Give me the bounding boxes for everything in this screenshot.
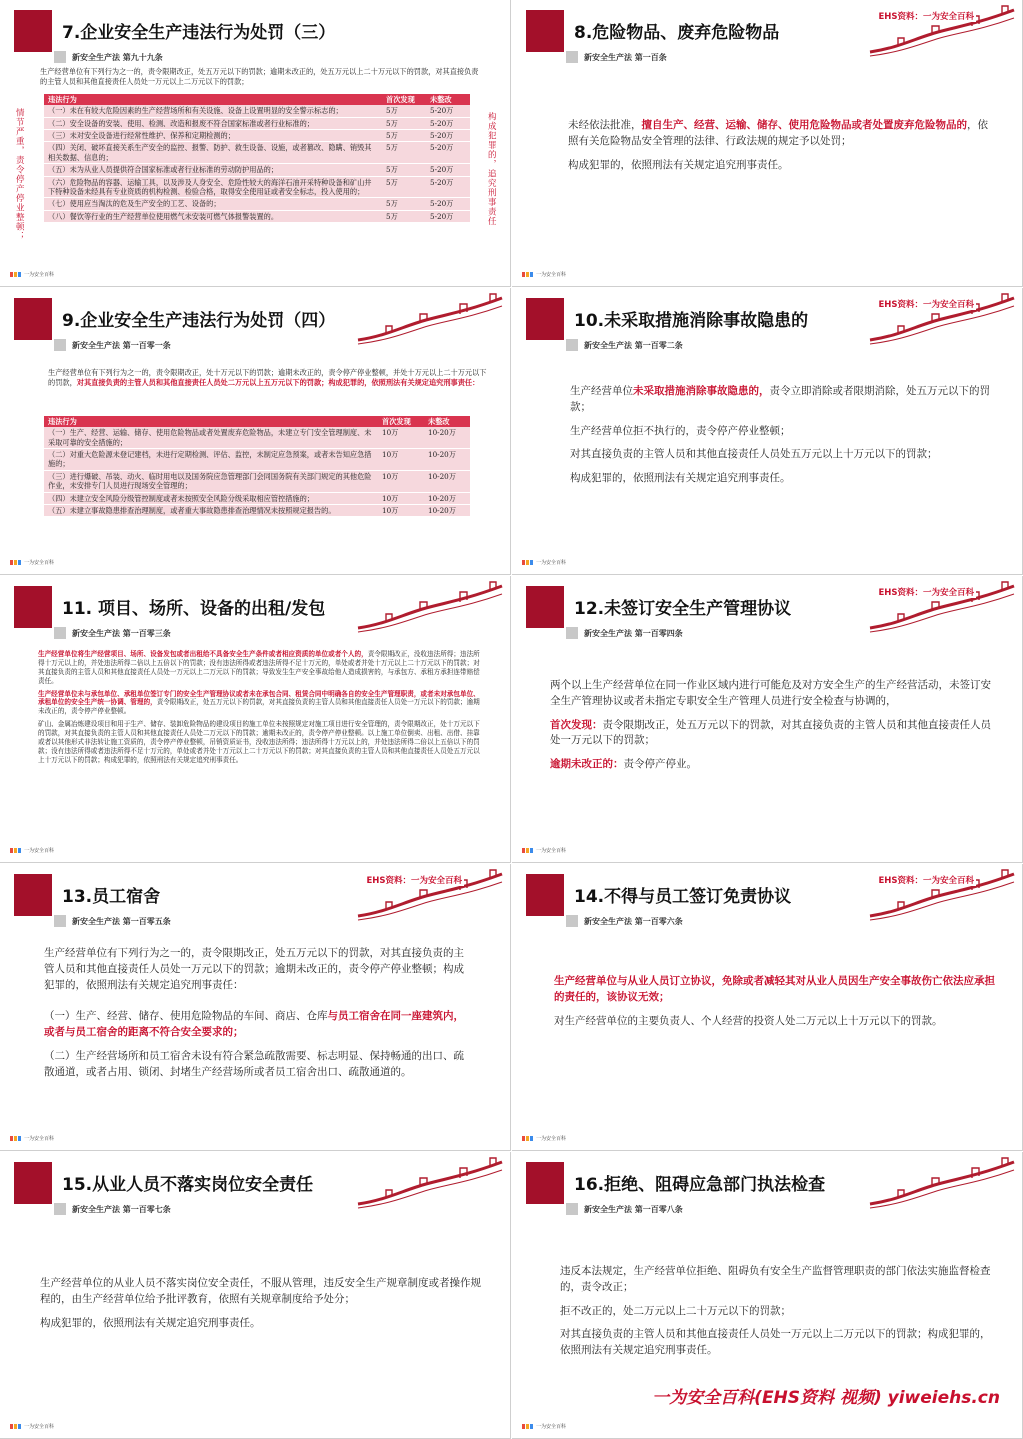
ehs-tag: EHS资料：一为安全百科 xyxy=(878,588,974,598)
table-row xyxy=(44,449,470,471)
title-marker xyxy=(526,298,564,340)
slide-11 xyxy=(0,576,511,863)
table-cell: 10-20万 xyxy=(424,449,470,471)
logo-icon xyxy=(522,560,533,565)
logo-icon xyxy=(522,848,533,853)
slide-title: 8.危险物品、废弃危险物品 xyxy=(574,23,780,43)
penalty-table xyxy=(44,416,470,517)
table-cell: 10万 xyxy=(378,504,424,516)
great-wall-icon xyxy=(356,1154,506,1210)
footer-logo xyxy=(522,1423,566,1430)
text-run: 未经依法批准， xyxy=(568,119,642,131)
table-row xyxy=(44,142,470,164)
title-marker xyxy=(14,298,52,340)
footer-logo xyxy=(10,1423,54,1430)
slide-title: 12.未签订安全生产管理协议 xyxy=(574,599,792,619)
slide-title: 16.拒绝、阻碍应急部门执法检查 xyxy=(574,1175,826,1195)
table-cell: （五）未为从业人员提供符合国家标准或者行业标准的劳动防护用品的； xyxy=(44,164,382,176)
square-icon xyxy=(566,1203,578,1215)
highlight-text: 逾期未改正的： xyxy=(550,758,624,770)
logo-icon xyxy=(10,1136,21,1141)
slide-subtitle xyxy=(566,50,667,64)
slide-subtitle xyxy=(566,626,683,640)
paragraph: 拒不改正的，处二万元以上二十万元以下的罚款； xyxy=(560,1304,791,1317)
slide-title: 11. 项目、场所、设备的出租/发包 xyxy=(62,599,326,619)
slide-16 xyxy=(512,1152,1023,1439)
table-header: 违法行为 xyxy=(44,94,382,105)
logo-icon xyxy=(10,848,21,853)
footer-logo xyxy=(522,271,566,278)
highlight-text: 未采取措施消除事故隐患的， xyxy=(633,385,770,397)
table-cell: （四）关闭、破坏直接关系生产安全的监控、报警、防护、救生设备、设施，或者篡改、隐瞒、销毁其相关数据、信息的； xyxy=(44,142,382,164)
paragraph: 矿山、金属冶炼建设项目和用于生产、储存、装卸危险物品的建设项目的施工单位未按照规定对施工项目进行安全管理的，责令限期改正，处十万元以下的罚款，对其直接负责的主管人员和其他直接责任人员处二万元以下的罚款；逾期未改正的，责令停产停业整顿。以上施工单位倒卖、出租、出借、挂靠或者以其他形式非法转让施工资质的，责令停产停业整顿，吊销资质证书，没收违法所得；违法所得十万元以上的，并处违法所得二倍以上五倍以下的罚款；没有违法所得或者违法所得不足十万元的，单处或者并处十万元以上二十万元以下的罚款；对其直接负责的主管人员和其他直接责任人员处五万元以上十万元以下的罚款；构成犯罪的，依照刑法有关规定追究刑事责任。 xyxy=(38,720,480,764)
slide-12 xyxy=(512,576,1023,863)
paragraph: （二）生产经营场所和员工宿舍未设有符合紧急疏散需要、标志明显、保持畅通的出口、疏散通道，或者占用、锁闭、封堵生产经营场所或者员工宿舍出口、疏散通道的。 xyxy=(44,1049,464,1078)
slide-title: 14.不得与员工签订免责协议 xyxy=(574,887,792,907)
slide-title: 9.企业安全生产违法行为处罚（四） xyxy=(62,311,336,331)
table-cell: 10-20万 xyxy=(424,504,470,516)
ehs-tag: EHS资料：一为安全百科 xyxy=(366,876,462,886)
slide-subtitle xyxy=(566,338,683,352)
paragraph: 生产经营单位有下列行为之一的，责令限期改正，处五万元以下的罚款，对其直接负责的主管人员和其他直接责任人员处一万元以下的罚款；逾期未改正的，责令停产停业整顿；构成犯罪的，依照刑法有关规定追究刑事责任： xyxy=(44,947,464,991)
square-icon xyxy=(566,339,578,351)
table-cell: 5万 xyxy=(382,198,426,210)
slide-9 xyxy=(0,288,511,575)
footer-logo xyxy=(10,559,54,566)
table-header: 未整改 xyxy=(426,94,470,105)
paragraph xyxy=(568,118,998,150)
slide-10 xyxy=(512,288,1023,575)
table-header: 未整改 xyxy=(424,416,470,427)
ehs-tag: EHS资料：一为安全百科 xyxy=(878,300,974,310)
table-cell: （一）生产、经营、运输、储存、使用危险物品或者处置废弃危险物品，未建立专门安全管理制度、未采取可靠的安全措施的； xyxy=(44,427,378,448)
ehs-tag: EHS资料：一为安全百科 xyxy=(878,876,974,886)
table-cell: 5-20万 xyxy=(426,117,470,129)
footer-text: 一为安全百科 xyxy=(536,1424,567,1430)
table-cell: 5万 xyxy=(382,142,426,164)
table-cell: 5万 xyxy=(382,130,426,142)
highlight-text: 擅自生产、经营、运输、储存、使用危险物品或者处置废弃危险物品的 xyxy=(641,119,967,131)
slide-13 xyxy=(0,864,511,1151)
paragraph: 生产经营单位与从业人员订立协议，免除或者减轻其对从业人员因生产安全事故伤亡依法应承担的责任的，该协议无效； xyxy=(554,975,995,1003)
paragraph: 对其直接负责的主管人员和其他直接责任人员处一万元以上二万元以下的罚款；构成犯罪的，依照刑法有关规定追究刑事责任。 xyxy=(560,1328,991,1356)
table-cell: 5-20万 xyxy=(426,210,470,222)
paragraph xyxy=(550,757,1000,773)
great-wall-icon xyxy=(868,1154,1018,1210)
body-text xyxy=(44,946,474,1088)
logo-icon xyxy=(10,560,21,565)
paragraph: 构成犯罪的，依照刑法有关规定追究刑事责任。 xyxy=(40,1316,261,1329)
text-run: 责令停产停业。 xyxy=(623,758,697,770)
footer-logo xyxy=(10,271,54,278)
footer-logo xyxy=(522,847,566,854)
table-cell: 5万 xyxy=(382,105,426,117)
slide-subtitle xyxy=(566,1202,683,1216)
logo-icon xyxy=(522,1136,533,1141)
slide-subtitle xyxy=(54,50,163,64)
slide-title: 10.未采取措施消除事故隐患的 xyxy=(574,311,809,331)
body-text xyxy=(554,974,1000,1037)
highlight-text: 生产经营单位未与承包单位、承租单位签订专门的安全生产管理协议或者未在承包合同、租赁合同中明确各自的安全生产管理职责，或者未对承包单位、承租单位的安全生产统一协调、管理的， xyxy=(38,689,480,707)
paragraph xyxy=(44,1009,474,1041)
table-cell: （四）未建立安全风险分级管控制度或者未按照安全风险分级采取相应管控措施的； xyxy=(44,492,378,504)
paragraph: 构成犯罪的，依照刑法有关规定追究刑事责任。 xyxy=(568,158,789,171)
text-run: 责令限期改正，没收违法所得；违法所得十万元以上的，并处违法所得二倍以上五倍以下的罚款；没有违法所得或者违法所得不足十万元的，单处或者并处十万元以上二十万元以下的罚款；对其直接负责的主管人员和其他直接责任人员处一万元以上二万元以下的罚款；导致发生生产安全事故给他人造成损害的，与承包方、承租方承担连带赔偿责任。 xyxy=(38,650,480,685)
slide-subtitle xyxy=(566,914,683,928)
slide-subtitle xyxy=(54,626,171,640)
square-icon xyxy=(54,915,66,927)
table-header: 首次发现 xyxy=(378,416,424,427)
table-cell: 10-20万 xyxy=(424,492,470,504)
slide-title: 15.从业人员不落实岗位安全责任 xyxy=(62,1175,314,1195)
table-cell: 5-20万 xyxy=(426,164,470,176)
square-icon xyxy=(54,339,66,351)
paragraph: 生产经营单位的从业人员不落实岗位安全责任，不服从管理，违反安全生产规章制度或者操作规程的，由生产经营单位给予批评教育，依照有关规章制度给予处分； xyxy=(40,1277,481,1305)
table-cell: 5-20万 xyxy=(426,176,470,198)
slide-7 xyxy=(0,0,511,287)
footer-logo xyxy=(10,847,54,854)
body-text xyxy=(550,678,1000,781)
table-header: 首次发现 xyxy=(382,94,426,105)
title-marker xyxy=(526,10,564,52)
table-cell: 10万 xyxy=(378,427,424,448)
text-run: （一）生产、经营、储存、使用危险物品的车间、商店、仓库 xyxy=(44,1010,328,1023)
great-wall-icon xyxy=(356,578,506,634)
subtitle-text: 新安全生产法 第九十九条 xyxy=(72,52,163,62)
table-cell: （二）对重大危险源未登记建档，未进行定期检测、评估、监控，未制定应急预案，或者未告知应急措施的； xyxy=(44,449,378,471)
table-row xyxy=(44,504,470,516)
title-marker xyxy=(14,10,52,52)
body-text xyxy=(560,1264,1000,1367)
table-cell: 5万 xyxy=(382,210,426,222)
square-icon xyxy=(54,51,66,63)
table-cell: 10万 xyxy=(378,449,424,471)
logo-icon xyxy=(522,1424,533,1429)
square-icon xyxy=(566,915,578,927)
penalty-table xyxy=(44,94,470,223)
table-cell: 5万 xyxy=(382,176,426,198)
text-run: ，依照有关危险物品安全管理的法律、行政法规的规定予以处罚； xyxy=(568,119,988,147)
paragraph: 两个以上生产经营单位在同一作业区域内进行可能危及对方安全生产的生产经营活动，未签订安全生产管理协议或者未指定专职安全生产管理人员进行安全检查与协调的， xyxy=(550,679,991,707)
footer-logo xyxy=(522,1135,566,1142)
table-cell: 5-20万 xyxy=(426,198,470,210)
text-run: 生产经营单位 xyxy=(570,385,633,397)
table-cell: 5万 xyxy=(382,117,426,129)
title-marker xyxy=(14,1162,52,1204)
square-icon xyxy=(54,1203,66,1215)
table-cell: 5-20万 xyxy=(426,130,470,142)
table-cell: （七）使用应当淘汰的危及生产安全的工艺、设备的； xyxy=(44,198,382,210)
table-cell: （三）未对安全设备进行经常性维护、保养和定期检测的； xyxy=(44,130,382,142)
slide-8 xyxy=(512,0,1023,287)
paragraph: 构成犯罪的，依照刑法有关规定追究刑事责任。 xyxy=(570,472,791,484)
table-row xyxy=(44,492,470,504)
highlight-text: 对其直接负责的主管人员和其他直接责任人员处二万元以上五万元以下的罚款；构成犯罪的，依照刑法有关规定追究刑事责任： xyxy=(76,377,480,387)
highlight-text: 与员工宿舍在同一座建筑内，或者与员工宿舍的距离不符合安全要求的； xyxy=(44,1010,464,1038)
text-run: 责令立即消除或者限期消除，处五万元以下的罚款； xyxy=(570,385,990,413)
table-row xyxy=(44,427,470,448)
title-marker xyxy=(14,586,52,628)
body-text xyxy=(568,118,998,181)
great-wall-icon xyxy=(356,290,506,346)
square-icon xyxy=(54,627,66,639)
table-cell: （五）未建立事故隐患排查治理制度，或者重大事故隐患排查治理情况未按照规定报告的。 xyxy=(44,504,378,516)
table-cell: （一）未在有较大危险因素的生产经营场所和有关设施、设备上设置明显的安全警示标志的； xyxy=(44,105,382,117)
table-cell: 10万 xyxy=(378,492,424,504)
text-run: 责令限期改正，处五万元以下的罚款，对其直接负责的主管人员和其他直接责任人员处一万元以下的罚款； xyxy=(550,718,991,747)
slide-title: 7.企业安全生产违法行为处罚（三） xyxy=(62,23,336,43)
paragraph: 违反本法规定，生产经营单位拒绝、阻碍负有安全生产监督管理职责的部门依法实施监督检查的，责令改正； xyxy=(560,1265,991,1293)
footer-text: 一为安全百科 xyxy=(536,272,567,278)
right-note: 构成犯罪的，追究刑事责任 xyxy=(486,112,497,226)
title-marker xyxy=(526,1162,564,1204)
paragraph xyxy=(38,690,486,717)
table-cell: （三）进行爆破、吊装、动火、临时用电以及国务院应急管理部门会同国务院有关部门规定的其他危险作业，未安排专门人员进行现场安全管理的； xyxy=(44,470,378,492)
table-cell: 10万 xyxy=(378,470,424,492)
paragraph xyxy=(550,718,1000,750)
table-cell: 10-20万 xyxy=(424,470,470,492)
paragraph: 对其直接负责的主管人员和其他直接责任人员处五万元以上十万元以下的罚款； xyxy=(570,448,938,461)
table-row xyxy=(44,105,470,117)
slide-subtitle xyxy=(54,1202,171,1216)
subtitle-text: 新安全生产法 第一百零六条 xyxy=(584,916,683,926)
title-marker xyxy=(14,874,52,916)
footer-text: 一为安全百科 xyxy=(24,560,55,566)
table-cell: 5-20万 xyxy=(426,105,470,117)
highlight-text: 生产经营单位将生产经营项目、场所、设备发包或者出租给不具备安全生产条件或者相应资质的单位或者个人的， xyxy=(38,650,368,658)
table-header: 违法行为 xyxy=(44,416,378,427)
footer-text: 一为安全百科 xyxy=(536,1136,567,1142)
table-cell: （八）餐饮等行业的生产经营单位使用燃气未安装可燃气体报警装置的。 xyxy=(44,210,382,222)
ehs-tag: EHS资料：一为安全百科 xyxy=(878,12,974,22)
table-row xyxy=(44,164,470,176)
paragraph xyxy=(38,650,486,686)
highlight-text: 首次发现： xyxy=(550,718,603,731)
table-row xyxy=(44,176,470,198)
slide-14 xyxy=(512,864,1023,1151)
slide-15 xyxy=(0,1152,511,1439)
site-watermark: 一为安全百科(EHS资料 视频) yiweiehs.cn xyxy=(652,1388,1000,1408)
paragraph: 生产经营单位拒不执行的，责令停产停业整顿； xyxy=(570,424,791,437)
title-marker xyxy=(526,586,564,628)
logo-icon xyxy=(522,272,533,277)
footer-text: 一为安全百科 xyxy=(24,848,55,854)
footer-logo xyxy=(522,559,566,566)
intro-text xyxy=(48,368,488,387)
table-cell: （二）安全设备的安装、使用、检测、改造和报废不符合国家标准或者行业标准的； xyxy=(44,117,382,129)
logo-icon xyxy=(10,1424,21,1429)
table-cell: （六）危险物品的容器、运输工具，以及涉及人身安全、危险性较大的海洋石油开采特种设备和矿山井下特种设备未经具有专业资质的机构检测、检验合格，取得安全使用证或者安全标志，投入使用的； xyxy=(44,176,382,198)
slide-subtitle xyxy=(54,914,171,928)
table-cell: 10-20万 xyxy=(424,427,470,448)
body-text xyxy=(570,384,990,495)
logo-icon xyxy=(10,272,21,277)
table-row xyxy=(44,470,470,492)
table-row xyxy=(44,130,470,142)
subtitle-text: 新安全生产法 第一百零七条 xyxy=(72,1204,171,1214)
body-text xyxy=(38,650,486,769)
left-note: 情节严重，责令停产停业整顿； xyxy=(14,108,25,241)
footer-text: 一为安全百科 xyxy=(24,1136,55,1142)
subtitle-text: 新安全生产法 第一百零四条 xyxy=(584,628,683,638)
table-cell: 5-20万 xyxy=(426,142,470,164)
intro-text: 生产经营单位有下列行为之一的，责令限期改正，处五万元以下的罚款；逾期未改正的，处五万元以上二十万元以下的罚款，对其直接负责的主管人员和其他直接责任人员处一万元以上二万元以下的罚款； xyxy=(40,67,479,86)
text-run: 生产经营单位有下列行为之一的，责令限期改正，处十万元以下的罚款；逾期未改正的，责令停产停业整顿，并处十万元以上二十万元以下的罚款， xyxy=(48,368,487,387)
subtitle-text: 新安全生产法 第一百零八条 xyxy=(584,1204,683,1214)
table-row xyxy=(44,210,470,222)
slide-subtitle xyxy=(54,338,171,352)
footer-text: 一为安全百科 xyxy=(24,272,55,278)
square-icon xyxy=(566,627,578,639)
title-marker xyxy=(526,874,564,916)
footer-logo xyxy=(10,1135,54,1142)
text-run: 责令限期改正，处五万元以下的罚款，对其直接负责的主管人员和其他直接责任人员处一万元以下的罚款；逾期未改正的，责令停产停业整顿。 xyxy=(38,698,480,716)
paragraph: 对生产经营单位的主要负责人、个人经营的投资人处二万元以上十万元以下的罚款。 xyxy=(554,1014,943,1027)
footer-text: 一为安全百科 xyxy=(536,560,567,566)
table-row xyxy=(44,198,470,210)
subtitle-text: 新安全生产法 第一百零三条 xyxy=(72,628,171,638)
slide-title: 13.员工宿舍 xyxy=(62,887,161,907)
subtitle-text: 新安全生产法 第一百零二条 xyxy=(584,340,683,350)
subtitle-text: 新安全生产法 第一百零五条 xyxy=(72,916,171,926)
body-text xyxy=(40,1276,490,1339)
subtitle-text: 新安全生产法 第一百零一条 xyxy=(72,340,171,350)
table-row xyxy=(44,117,470,129)
table-cell: 5万 xyxy=(382,164,426,176)
subtitle-text: 新安全生产法 第一百条 xyxy=(584,52,667,62)
paragraph xyxy=(570,384,990,416)
footer-text: 一为安全百科 xyxy=(24,1424,55,1430)
footer-text: 一为安全百科 xyxy=(536,848,567,854)
square-icon xyxy=(566,51,578,63)
